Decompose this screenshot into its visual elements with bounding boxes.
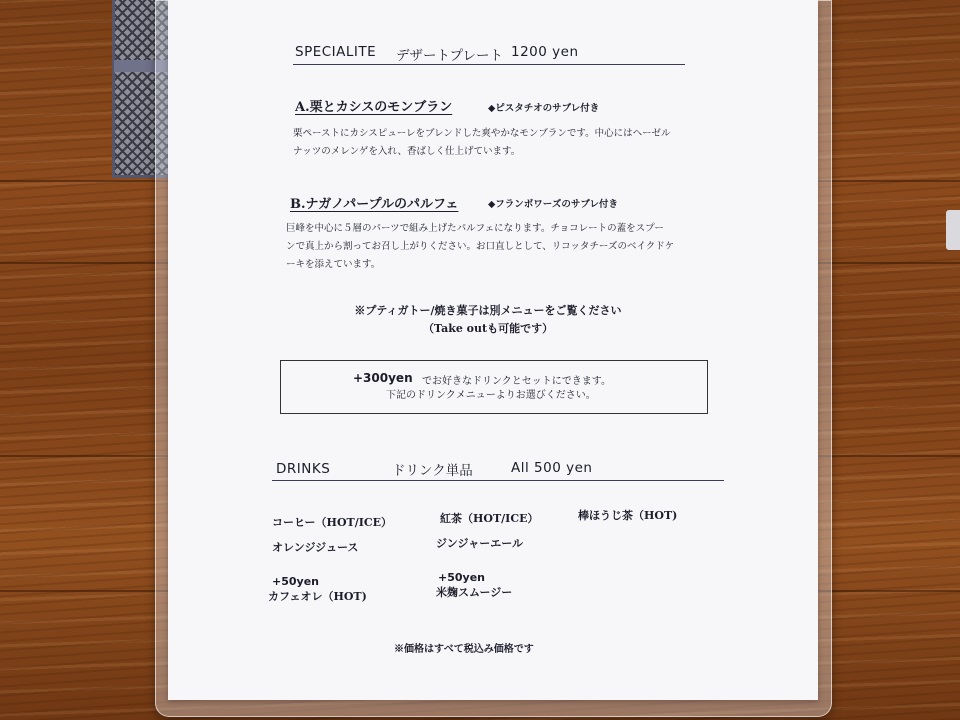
menu-sheet (168, 0, 818, 700)
petit-gateau-notice: ※プティガトー/焼き菓子は別メニューをご覧ください (354, 304, 622, 317)
drink-ginger-ale: ジンジャーエール (436, 537, 524, 550)
drink-black-tea: 紅茶（HOT/ICE） (440, 512, 539, 525)
desc-line: 栗ペーストにカシスピューレをブレンドした爽やかなモンブランです。中心にはヘーゼル (293, 128, 671, 139)
desc-line: ナッツのメレンゲを入れ、香ばしく仕上げています。 (293, 146, 521, 157)
item-a-note: ◆ピスタチオのサブレ付き (488, 103, 600, 114)
drinks-price: All 500 yen (511, 460, 593, 476)
drink-hojicha: 棒ほうじ茶（HOT) (578, 509, 678, 522)
item-b-note: ◆フランボワーズのサブレ付き (488, 199, 618, 210)
item-b-description (286, 220, 766, 274)
drinks-heading-jp: ドリンク単品 (392, 463, 473, 479)
item-a-description (293, 125, 763, 161)
divider (293, 64, 685, 65)
drinks-heading: DRINKS (276, 461, 331, 477)
desc-line: 巨峰を中心に５層のパーツで組み上げたパルフェになります。チョコレートの蓋をスプー (286, 223, 664, 234)
drink-orange-juice: オレンジジュース (272, 541, 359, 554)
divider (272, 480, 724, 481)
specialite-price: 1200 yen (511, 44, 579, 60)
extra-price-smoothie: +50yen (438, 571, 485, 584)
specialite-heading-jp: デザートプレート (396, 48, 504, 64)
set-description: でお好きなドリンクとセットにできます。 (422, 376, 611, 387)
drink-coffee: コーヒー（HOT/ICE） (272, 516, 393, 529)
drink-rice-koji-smoothie: 米麹スムージー (436, 586, 513, 599)
desc-line: ンで真上から割ってお召し上がりください。お口直しとして、リコッタチーズのベイクドケ (286, 241, 675, 252)
take-out-notice: （Take outも可能です） (422, 322, 554, 335)
desc-line: ーキを添えています。 (286, 259, 381, 270)
extra-price-cafe-au-lait: +50yen (272, 575, 319, 588)
specialite-heading: SPECIALITE (295, 44, 377, 60)
item-a-title: A.栗とカシスのモンブラン (295, 100, 453, 115)
item-b-title: B.ナガノパープルのパルフェ (290, 197, 459, 212)
table-item (946, 210, 960, 250)
drink-cafe-au-lait: カフェオレ（HOT) (268, 590, 367, 603)
tax-notice: ※価格はすべて税込み価格です (394, 644, 534, 655)
set-instruction: 下記のドリンクメニューよりお選びください。 (386, 390, 596, 401)
set-price: +300yen (353, 371, 413, 385)
